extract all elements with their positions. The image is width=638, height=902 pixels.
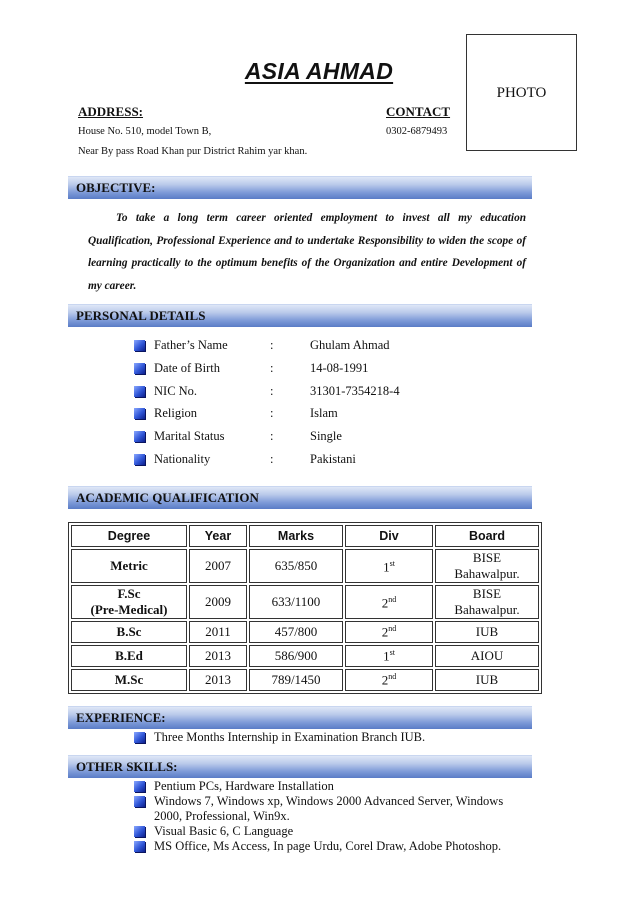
cell-board: AIOU [435,645,539,667]
personal-label: Religion [154,406,198,420]
personal-details-band [68,304,532,327]
personal-row-religion [134,406,534,428]
personal-label: NIC No. [154,384,198,398]
academic-band [68,486,532,509]
cell-year: 2013 [189,645,247,667]
square-bullet-icon [134,386,145,397]
cell-board: BISE Bahawalpur. [435,585,539,619]
personal-row-nationality [134,452,534,474]
skills-band [68,755,532,778]
square-bullet-icon [134,431,145,442]
objective-heading: OBJECTIVE: [76,180,156,195]
skills-heading: OTHER SKILLS: [76,759,178,774]
personal-row-date-of-birth [134,361,534,383]
cell-marks: 457/800 [249,621,343,643]
cell-board: BISE Bahawalpur. [435,549,539,583]
personal-value: 31301-7354218-4 [310,384,400,398]
personal-row-father-name [134,338,534,360]
square-bullet-icon [134,363,145,374]
skill-text: Visual Basic 6, C Language [154,824,294,838]
cell-degree: Metric [71,549,187,583]
skill-text: Pentium PCs, Hardware Installation [154,779,334,793]
personal-row-marital-status [134,429,534,451]
separator: : [270,429,274,443]
academic-header-row [71,525,539,547]
cell-year: 2009 [189,585,247,619]
cell-div: 2nd [345,669,433,691]
separator: : [270,406,274,420]
personal-row-nic [134,384,534,406]
table-row [71,585,539,619]
table-row [71,645,539,667]
square-bullet-icon [134,796,145,807]
cell-year: 2013 [189,669,247,691]
experience-text: Three Months Internship in Examination Branch IUB. [154,730,426,744]
experience-item [134,730,554,745]
contact-phone: 0302-6879493 [386,126,448,137]
column-header-degree: Degree [71,525,187,547]
cell-degree: B.Ed [71,645,187,667]
cell-board: IUB [435,621,539,643]
table-row [71,549,539,583]
candidate-name: ASIA AHMAD [244,58,394,84]
column-header-marks: Marks [249,525,343,547]
separator: : [270,452,274,466]
address-heading: ADDRESS: [78,104,144,119]
personal-label: Marital Status [154,429,225,443]
contact-heading: CONTACT [386,104,451,119]
cell-board: IUB [435,669,539,691]
cell-year: 2011 [189,621,247,643]
objective-text: To take a long term career oriented employment to invest all my education Qualification, Professional Experience and to undertake Responsibility to widen the scope of learning practically to the optimum benefits of the Organization and entire Development of my career. [88,212,526,292]
table-row [71,669,539,691]
separator: : [270,384,274,398]
cell-marks: 789/1450 [249,669,343,691]
personal-value: Islam [310,406,338,420]
square-bullet-icon [134,781,145,792]
photo-label: PHOTO [496,85,547,101]
personal-value: Single [310,429,342,443]
square-bullet-icon [134,408,145,419]
personal-label: Father’s Name [154,338,228,352]
academic-heading: ACADEMIC QUALIFICATION [76,490,259,505]
personal-label: Nationality [154,452,211,466]
square-bullet-icon [134,340,145,351]
address-line-1: House No. 510, model Town B, [78,126,212,137]
list-item [134,794,520,824]
personal-value: Pakistani [310,452,356,466]
separator: : [270,338,274,352]
cell-degree: B.Sc [71,621,187,643]
address-line-2: Near By pass Road Khan pur District Rahim yar khan. [78,146,308,157]
column-header-div: Div [345,525,433,547]
personal-value: 14-08-1991 [310,361,369,375]
skill-text: Windows 7, Windows xp, Windows 2000 Advanced Server, Windows 2000, Professional, Win9x. [154,794,504,823]
experience-band [68,706,532,729]
cell-div: 2nd [345,585,433,619]
cell-degree: F.Sc (Pre-Medical) [71,585,187,619]
skills-list [134,779,520,854]
column-header-year: Year [189,525,247,547]
square-bullet-icon [134,454,145,465]
square-bullet-icon [134,826,145,837]
list-item [134,824,520,839]
cell-div: 1st [345,645,433,667]
cell-degree: M.Sc [71,669,187,691]
experience-heading: EXPERIENCE: [76,710,166,725]
column-header-board: Board [435,525,539,547]
table-row [71,621,539,643]
cell-marks: 633/1100 [249,585,343,619]
cell-marks: 635/850 [249,549,343,583]
cell-div: 1st [345,549,433,583]
skill-text: MS Office, Ms Access, In page Urdu, Corel Draw, Adobe Photoshop. [154,839,502,853]
personal-value: Ghulam Ahmad [310,338,390,352]
cell-year: 2007 [189,549,247,583]
list-item [134,839,520,854]
square-bullet-icon [134,841,145,852]
square-bullet-icon [134,732,145,743]
cell-marks: 586/900 [249,645,343,667]
personal-label: Date of Birth [154,361,220,375]
separator: : [270,361,274,375]
academic-table [68,522,542,694]
cell-div: 2nd [345,621,433,643]
objective-band [68,176,532,199]
personal-details-heading: PERSONAL DETAILS [76,308,206,323]
list-item [134,779,520,794]
photo-placeholder [466,34,577,151]
